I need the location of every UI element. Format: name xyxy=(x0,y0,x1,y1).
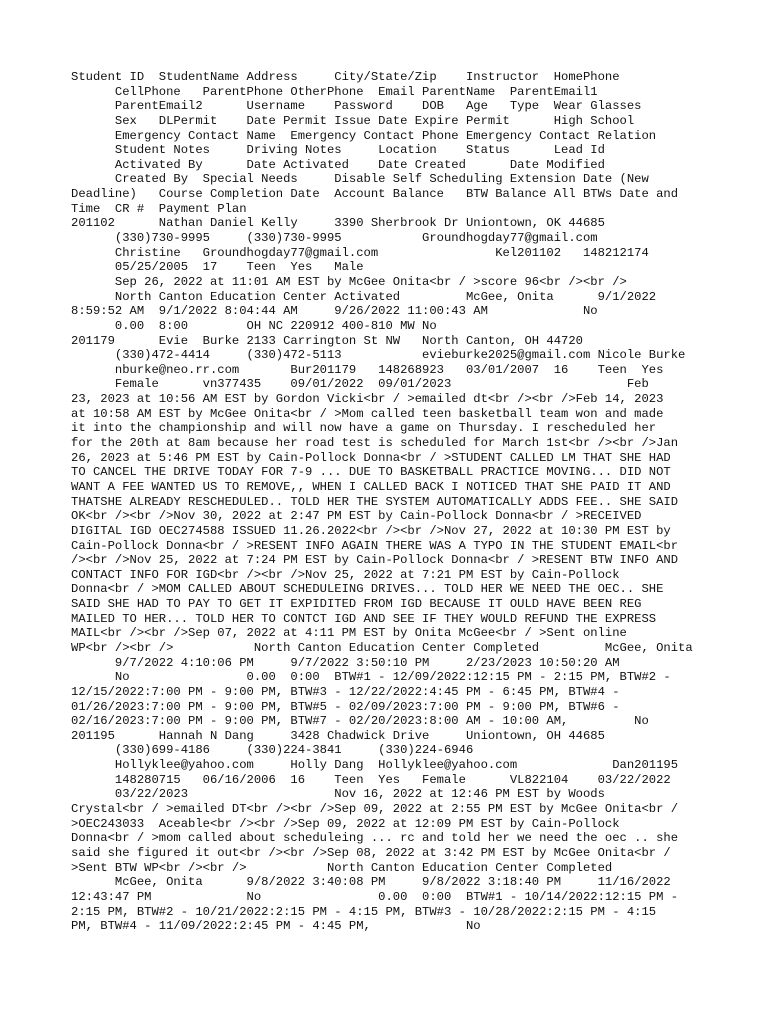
record-line: DIGITAL IGD OEC274588 ISSUED 11.26.2022<br /><br />Nov 27, 2022 at 10:30 PM EST by xyxy=(71,523,671,538)
record-line: THATSHE ALREADY RESCHEDULED.. TOLD HER THE SYSTEM AUTOMATICALLY ADDS FEE.. SHE SAID xyxy=(71,494,679,509)
record-line: WP<br /><br /> North Canton Education Center Completed McGee, Onita xyxy=(71,640,693,655)
record-line: said she figured it out<br /><br />Sep 08, 2022 at 3:42 PM EST by McGee Onita<br / xyxy=(71,845,671,860)
record-line: CONTACT INFO FOR IGD<br /><br />Nov 25, 2022 at 7:21 PM EST by Cain-Pollock xyxy=(71,567,620,582)
record-line: nburke@neo.rr.com Bur201179 148268923 03/01/2007 16 Teen Yes xyxy=(71,362,664,377)
record-line: OK<br /><br />Nov 30, 2022 at 2:47 PM EST by Cain-Pollock Donna<br / >RECEIVED xyxy=(71,509,642,524)
record-line: Sep 26, 2022 at 11:01 AM EST by McGee Onita<br / >score 96<br /><br /> xyxy=(71,274,627,289)
student-record-201195 xyxy=(71,729,761,934)
record-line: at 10:58 AM EST by McGee Onita<br / >Mom called teen basketball team won and made xyxy=(71,406,664,421)
record-line: 01/26/2023:7:00 PM - 9:00 PM, BTW#5 - 02/09/2023:7:00 PM - 9:00 PM, BTW#6 - xyxy=(71,699,620,714)
record-line: SAID SHE HAD TO PAY TO GET IT EXPIDITED FROM IGD BECAUSE IT OULD HAVE BEEN REG xyxy=(71,597,642,612)
record-line: TO CANCEL THE DRIVE TODAY FOR 7-9 ... DUE TO BASKETBALL PRACTICE MOVING... DID NOT xyxy=(71,465,671,480)
student-record-201102 xyxy=(71,216,761,333)
record-line: 201195 Hannah N Dang 3428 Chadwick Drive Uniontown, OH 44685 xyxy=(71,728,605,743)
record-line: >OEC243033 Aceable<br /><br />Sep 09, 2022 at 12:09 PM EST by Cain-Pollock xyxy=(71,816,620,831)
record-line: No 0.00 0:00 BTW#1 - 12/09/2022:12:15 PM - 2:15 PM, BTW#2 - xyxy=(71,670,671,685)
record-line: PM, BTW#4 - 11/09/2022:2:45 PM - 4:45 PM, No xyxy=(71,919,481,934)
record-line: 23, 2023 at 10:56 AM EST by Gordon Vicki<br / >emailed dt<br /><br />Feb 14, 2023 xyxy=(71,392,664,407)
record-line: for the 20th at 8am because her road test is scheduled for March 1st<br /><br />Jan xyxy=(71,436,679,451)
record-line: North Canton Education Center Activated McGee, Onita 9/1/2022 xyxy=(71,289,657,304)
student-report-page xyxy=(71,70,761,934)
record-line: 0.00 8:00 OH NC 220912 400-810 MW No xyxy=(71,318,437,333)
header-line: CellPhone ParentPhone OtherPhone Email ParentName ParentEmail1 xyxy=(71,84,598,99)
record-line: /><br />Nov 25, 2022 at 7:24 PM EST by Cain-Pollock Donna<br / >RESENT BTW INFO AND xyxy=(71,553,679,568)
record-line: Donna<br / >mom called about scheduleing ... rc and told her we need the oec .. she xyxy=(71,831,679,846)
record-line: 201102 Nathan Daniel Kelly 3390 Sherbrook Dr Uniontown, OK 44685 xyxy=(71,216,605,231)
record-line: Cain-Pollock Donna<br / >RESENT INFO AGAIN THERE WAS A TYPO IN THE STUDENT EMAIL<br xyxy=(71,538,679,553)
record-line: (330)472-4414 (330)472-5113 evieburke2025@gmail.com Nicole Burke xyxy=(71,348,686,363)
record-line: 12/15/2022:7:00 PM - 9:00 PM, BTW#3 - 12/22/2022:4:45 PM - 6:45 PM, BTW#4 - xyxy=(71,684,620,699)
record-line: Crystal<br / >emailed DT<br /><br />Sep 09, 2022 at 2:55 PM EST by McGee Onita<br / xyxy=(71,802,679,817)
record-line: 148280715 06/16/2006 16 Teen Yes Female VL822104 03/22/2022 xyxy=(71,772,671,787)
header-line: Time CR # Payment Plan xyxy=(71,201,247,216)
report-header xyxy=(71,70,761,216)
record-line: McGee, Onita 9/8/2022 3:40:08 PM 9/8/2022 3:18:40 PM 11/16/2022 xyxy=(71,875,671,890)
record-line: Hollyklee@yahoo.com Holly Dang Hollyklee@yahoo.com Dan201195 xyxy=(71,758,679,773)
record-line: 12:43:47 PM No 0.00 0:00 BTW#1 - 10/14/2022:12:15 PM - xyxy=(71,889,679,904)
record-line: MAILED TO HER... TOLD HER TO CONTCT IGD AND SEE IF THEY WOULD REFUND THE EXPRESS xyxy=(71,611,657,626)
record-line: Donna<br / >MOM CALLED ABOUT SCHEDULEING DRIVES... TOLD HER WE NEED THE OEC.. SHE xyxy=(71,582,664,597)
header-line: Activated By Date Activated Date Created Date Modified xyxy=(71,157,605,172)
header-line: Student Notes Driving Notes Location Status Lead Id xyxy=(71,143,605,158)
record-line: 201179 Evie Burke 2133 Carrington St NW North Canton, OH 44720 xyxy=(71,333,583,348)
header-line: Emergency Contact Name Emergency Contact Phone Emergency Contact Relation xyxy=(71,128,657,143)
header-line: Deadline) Course Completion Date Account Balance BTW Balance All BTWs Date and xyxy=(71,187,679,202)
header-line: Created By Special Needs Disable Self Scheduling Extension Date (New xyxy=(71,172,649,187)
record-line: it into the championship and will now have a game on Thursday. I rescheduled her xyxy=(71,421,657,436)
record-line: 05/25/2005 17 Teen Yes Male xyxy=(71,260,364,275)
record-line: 26, 2023 at 5:46 PM EST by Cain-Pollock Donna<br / >STUDENT CALLED LM THAT SHE HAD xyxy=(71,450,671,465)
header-line: Sex DLPermit Date Permit Issue Date Expire Permit High School xyxy=(71,113,635,128)
record-line: Female vn377435 09/01/2022 09/01/2023 Feb xyxy=(71,377,649,392)
record-line: 03/22/2023 Nov 16, 2022 at 12:46 PM EST by Woods xyxy=(71,787,605,802)
record-line: (330)699-4186 (330)224-3841 (330)224-6946 xyxy=(71,743,474,758)
header-line: ParentEmail2 Username Password DOB Age Type Wear Glasses xyxy=(71,99,642,114)
record-line: (330)730-9995 (330)730-9995 Groundhogday77@gmail.com xyxy=(71,231,598,246)
record-line: >Sent BTW WP<br /><br /> North Canton Education Center Completed xyxy=(71,860,613,875)
record-line: 8:59:52 AM 9/1/2022 8:04:44 AM 9/26/2022 11:00:43 AM No xyxy=(71,304,598,319)
student-record-201179 xyxy=(71,334,761,729)
record-line: 02/16/2023:7:00 PM - 9:00 PM, BTW#7 - 02/20/2023:8:00 AM - 10:00 AM, No xyxy=(71,714,649,729)
header-line: Student ID StudentName Address City/State/Zip Instructor HomePhone xyxy=(71,70,620,84)
record-line: Christine Groundhogday77@gmail.com Kel201102 148212174 xyxy=(71,245,649,260)
record-line: WANT A FEE WANTED US TO REMOVE,, WHEN I CALLED BACK I NOTICED THAT SHE PAID IT AND xyxy=(71,479,671,494)
record-line: MAIL<br /><br />Sep 07, 2022 at 4:11 PM EST by Onita McGee<br / >Sent online xyxy=(71,626,627,641)
record-line: 9/7/2022 4:10:06 PM 9/7/2022 3:50:10 PM 2/23/2023 10:50:20 AM xyxy=(71,655,620,670)
record-line: 2:15 PM, BTW#2 - 10/21/2022:2:15 PM - 4:15 PM, BTW#3 - 10/28/2022:2:15 PM - 4:15 xyxy=(71,904,657,919)
